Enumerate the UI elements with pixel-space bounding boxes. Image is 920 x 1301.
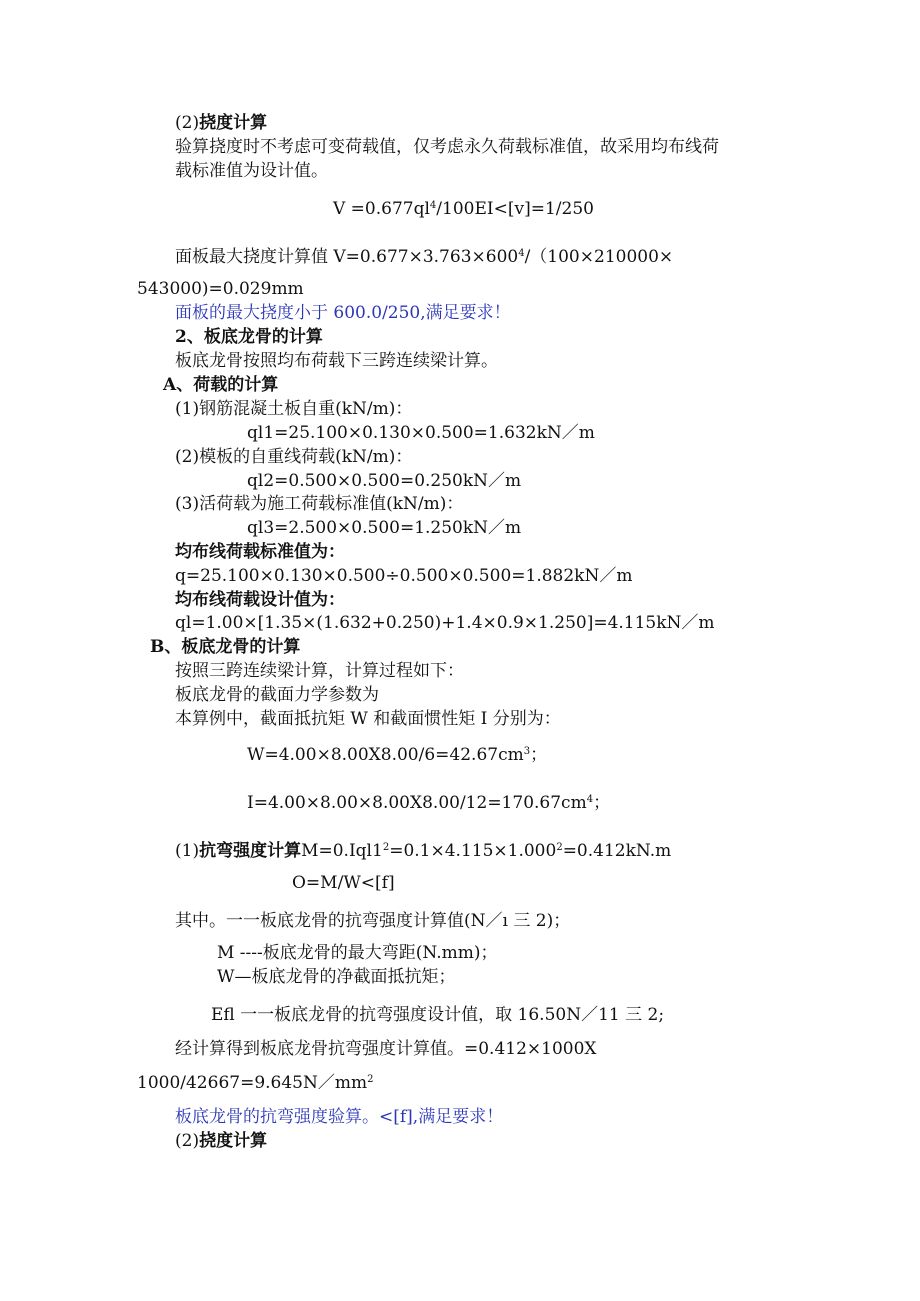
stress-formula: O=M/W<[f] <box>292 873 395 893</box>
paragraph-line: 板底龙骨的截面力学参数为 <box>175 685 379 705</box>
section-modulus-formula: $W=4.00\times 8.00X8.00/6=42.67cm^3$； <box>247 745 548 765</box>
heading-text: 挠度计算 <box>199 1131 268 1151</box>
where-line: 其中。一一板底龙骨的抗弯强度计算值(N／ı 三 2)； <box>175 911 571 931</box>
paragraph-line: 按照三跨连续梁计算，计算过程如下： <box>175 661 464 681</box>
bending-strength-formula: (1)抗弯强度计算$M=0.Iql1^2=0.1\times 4.115\times 1.000^2=0.412kN.m$ <box>175 841 672 861</box>
paragraph-line: 本算例中，截面抵抗矩 W 和截面惯性矩 I 分别为： <box>175 709 561 729</box>
where-line: M ----板底龙骨的最大弯距(N.mm)； <box>217 943 498 963</box>
heading-text: 挠度计算 <box>199 113 268 133</box>
section-heading: 2、板底龙骨的计算 <box>175 327 323 347</box>
deflection-heading-2 <box>175 1130 267 1152</box>
load-formula-2: ql2=0.500×0.500=0.250kN／m <box>247 471 522 491</box>
subsection-heading-b: B、板底龙骨的计算 <box>150 637 301 657</box>
moment-of-inertia-formula: $I=4.00\times 8.00\times 8.00X8.00/12=170.67cm^4$； <box>247 793 611 813</box>
load-formula-1: ql1=25.100×0.130×0.500=1.632kN／m <box>247 423 595 443</box>
max-deflection-formula: 面板最大挠度计算值 $V=0.677\times 3.763\times 600^4/(100\times 210000\times$ <box>175 247 674 267</box>
heading-number: (2) <box>175 113 200 133</box>
design-load-heading: 均布线荷载设计值为： <box>175 590 345 610</box>
heading-number: (2) <box>175 1131 200 1151</box>
paragraph-line: 载标准值为设计值。 <box>175 161 328 181</box>
check-result-panel: 板底龙骨的抗弯强度验算。<[f],满足要求！ <box>175 1107 504 1127</box>
paragraph-line: 板底龙骨按照均布荷载下三跨连续梁计算。 <box>175 351 498 371</box>
deflection-heading <box>175 112 267 134</box>
deflection-formula: $V =0.677ql^4/100EI<[v]=1/250$ <box>333 199 594 219</box>
subsection-heading-a: A、荷载的计算 <box>163 375 279 395</box>
load-item-1: (1)钢筋混凝土板自重(kN/m)： <box>175 399 413 419</box>
standard-load-formula: q=25.100×0.130×0.500÷0.500×0.500=1.882kN／m <box>175 566 633 586</box>
where-line: W—板底龙骨的净截面抵抗矩； <box>217 967 456 987</box>
paragraph-line: 验算挠度时不考虑可变荷载值，仅考虑永久荷载标准值，故采用均布线荷 <box>175 137 719 157</box>
standard-load-heading: 均布线荷载标准值为： <box>175 542 345 562</box>
max-deflection-result: 543000)=0.029mm <box>137 279 304 299</box>
design-load-formula: ql=1.00×[1.35×(1.632+0.250)+1.4×0.9×1.250]=4.115kN／m <box>175 613 715 633</box>
check-result-panel: 面板的最大挠度小于 600.0/250,满足要求！ <box>175 303 511 323</box>
load-item-2: (2)模板的自重线荷载(kN/m)： <box>175 447 413 467</box>
calc-result: $1000/42667=9.645N/mm^2$ <box>137 1073 374 1093</box>
where-line: Efl 一一板底龙骨的抗弯强度设计值，取 16.50N／11 三 2; <box>211 1005 665 1025</box>
load-formula-3: ql3=2.500×0.500=1.250kN／m <box>247 518 522 538</box>
calc-line: 经计算得到板底龙骨抗弯强度计算值。=0.412×1000X <box>175 1039 597 1059</box>
load-item-3: (3)活荷载为施工荷载标准值(kN/m)： <box>175 494 464 514</box>
